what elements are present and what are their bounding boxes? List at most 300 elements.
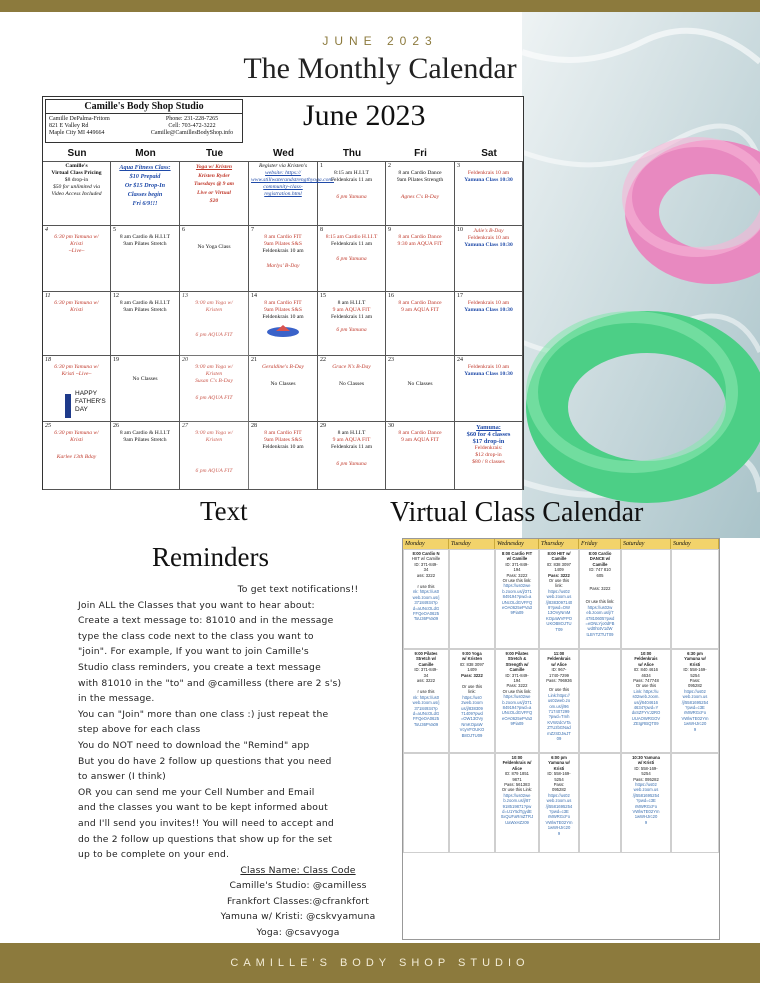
virtual-class-cell[interactable] <box>539 753 579 853</box>
class-line: Pass: 747748 <box>633 678 659 684</box>
day-number: 5 <box>113 227 116 233</box>
zoom-link[interactable]: wd0ht4V1dW <box>587 626 613 632</box>
cell-line: Yamuna Class 10:30 <box>464 307 513 313</box>
necktie-icon <box>65 394 71 418</box>
class-code: Yoga: @csavyoga <box>256 927 340 939</box>
calendar-month-title: June 2023 <box>303 99 426 132</box>
business-contact <box>144 116 240 137</box>
zoom-link[interactable]: KOpaWVFPO <box>545 615 573 621</box>
day-number: 28 <box>251 423 257 429</box>
cell-line: 8 am Cardio FIT <box>264 234 302 240</box>
cell-line: Fri 6/9!!! <box>132 200 158 207</box>
class-name: 8:00 Cardio N <box>412 551 440 556</box>
zoom-link[interactable]: 2web.zoom <box>461 700 483 706</box>
zoom-link[interactable]: tLBYTZTUT09 <box>586 631 614 637</box>
zoom-link[interactable]: b.zoom.us/j/371 <box>502 588 532 594</box>
virtual-class-cell[interactable] <box>403 649 449 753</box>
day-number: 15 <box>320 293 326 299</box>
cell-line: Kristen <box>205 307 223 313</box>
day-number: 19 <box>113 357 119 363</box>
zoom-link[interactable]: web.zoom.us <box>633 787 659 793</box>
class-line: 9871 <box>512 776 522 782</box>
cell-line: $17 drop-in <box>472 438 505 445</box>
class-line: Or use this <box>635 683 657 689</box>
cell-line: Susan C's B-Day <box>195 378 233 384</box>
zoom-link[interactable]: web.zoom.us/j <box>412 594 440 600</box>
reminder-line: type the class code next to the class you want to <box>78 630 314 642</box>
zoom-link[interactable]: B8OJTU09 <box>461 732 483 738</box>
cell-line: Feldenkrais 11 am <box>330 444 373 450</box>
class-line: ID: 371-849- <box>414 667 438 673</box>
zoom-link[interactable]: https://us02we <box>503 694 531 700</box>
zoom-link[interactable]: ?pwd=c3E <box>549 809 569 815</box>
zoom-link[interactable]: UNcOLdGVFFQ <box>501 710 533 716</box>
day-number: 25 <box>45 423 51 429</box>
zoom-link[interactable]: UaWxHZz09 <box>505 819 529 825</box>
zoom-link[interactable]: nk: https://us0 <box>412 589 440 595</box>
zoom-link[interactable]: om.us/j/96 <box>549 703 569 709</box>
day-header-tue: Tue <box>205 148 224 159</box>
calendar-grid <box>43 161 523 490</box>
class-line: 5254 <box>690 672 700 678</box>
class-line: ID: 371-849- <box>505 672 529 678</box>
class-name: Camille <box>551 556 567 562</box>
class-name: 10:00 <box>640 651 652 656</box>
cell-line: Grace N's B-Day <box>332 364 371 370</box>
zoom-link[interactable]: FFQeOA0625 <box>412 716 440 722</box>
cell-line: Video Access Included <box>51 191 102 197</box>
class-name: 8:00 Cardio FIT <box>501 551 533 556</box>
day-number: 24 <box>457 357 463 363</box>
day-number: 30 <box>388 423 394 429</box>
registration-link[interactable]: www.stillwaterandstrengthyoga.com/ <box>251 177 334 183</box>
zoom-link[interactable]: 09 <box>556 736 562 742</box>
virtual-class-cell-empty <box>449 549 495 649</box>
zoom-link[interactable]: 717407299 <box>548 709 570 715</box>
zoom-link[interactable]: 1wWHJrc20 <box>547 825 571 831</box>
day-number: 20 <box>182 357 188 363</box>
zoom-link[interactable]: /j/5581695254 <box>681 699 709 705</box>
virtual-class-cell[interactable] <box>671 649 719 753</box>
zoom-link[interactable]: web.zoom.us/j <box>412 700 440 706</box>
cell-line: No Classes <box>270 381 296 387</box>
class-name: Stretch & <box>507 656 527 662</box>
zoom-link[interactable]: Link: https://u <box>633 688 659 694</box>
calendar-cell <box>111 226 180 292</box>
cell-line: 8:15 am Cardio H.I.I.T <box>325 234 378 240</box>
virtual-class-cell-empty <box>403 753 449 853</box>
zoom-link[interactable]: eb.zoom.us/j/7 <box>586 610 614 616</box>
virtual-class-cell-empty <box>579 649 621 753</box>
zoom-link[interactable]: 849194?pwd=a <box>502 594 532 600</box>
cell-line: Geraldine's B-Day <box>261 364 305 370</box>
cell-line: Feldenkrais: <box>474 445 503 451</box>
class-line: 1409 <box>467 667 477 673</box>
virtual-class-cell[interactable] <box>539 549 579 649</box>
day-number: 2 <box>388 163 391 169</box>
cell-line: $20 <box>209 198 219 204</box>
zoom-link[interactable]: 9?pwd=OW <box>548 605 570 611</box>
reminder-line: OR you can send me your Cell Number and Email <box>78 786 315 798</box>
class-line: ID: 371-849- <box>414 561 438 567</box>
zoom-link[interactable]: /j/5581695254 <box>632 792 660 798</box>
virtual-class-cell[interactable] <box>621 649 671 753</box>
class-line: r use this <box>417 689 435 695</box>
day-number: 29 <box>320 423 326 429</box>
class-name: Kristi <box>689 661 701 667</box>
class-line: 1740-7299 <box>548 672 570 678</box>
cell-line: 9am Pilates Strength <box>396 177 444 183</box>
calendar-cell <box>455 356 523 422</box>
reminder-line: and I'll send you invites!! You will need to accept and <box>78 817 334 829</box>
zoom-link[interactable]: d=aUNcOLdG <box>412 605 440 611</box>
fathers-day-graphic <box>65 388 119 424</box>
calendar-cell <box>455 292 523 356</box>
class-code: Yamuna w/ Kristi: @cskvyamuna <box>220 911 376 923</box>
zoom-link[interactable]: https://us02 <box>548 792 570 798</box>
class-name: w/ Alice <box>638 661 654 667</box>
zoom-link[interactable]: 9Pia09 <box>510 610 524 616</box>
zoom-link[interactable]: 918519871?pw <box>502 803 532 809</box>
cell-line: 8 am Cardio Dance <box>398 300 442 306</box>
zoom-link[interactable]: UKOB8OJTU <box>546 621 572 627</box>
zoom-link[interactable]: d=aUNcOLdG <box>412 711 440 717</box>
zoom-link[interactable]: rMWRGcFo <box>634 803 658 809</box>
class-line: ID: 838 3097 <box>547 561 571 567</box>
zoom-link[interactable]: https://us02 <box>684 688 706 694</box>
cell-line: Feldenkrais 10 am <box>467 364 510 370</box>
cell-line: $60 for 4 classes <box>466 431 511 438</box>
day-header-wed: Wed <box>273 148 294 159</box>
calendar-cell <box>249 162 334 226</box>
virtual-calendar-title: Virtual Class Calendar <box>390 497 644 528</box>
registration-link[interactable]: website: https:// <box>265 170 301 176</box>
cell-line: Live or Virtual <box>197 189 231 196</box>
zoom-link[interactable]: VWlwTE02Ym <box>632 809 660 815</box>
zoom-link[interactable]: /j/5581695254 <box>545 803 573 809</box>
vc-day-wednesday: Wednesday <box>495 539 539 549</box>
class-line: ID: 967- <box>551 667 567 673</box>
address-line: Maple City MI 449664 <box>49 130 105 136</box>
zoom-link[interactable]: web.zoom.us <box>546 594 572 600</box>
zoom-link[interactable]: 71409?pwd <box>461 711 483 717</box>
class-name: 8:00 Cardio <box>588 551 612 556</box>
class-name: 10:30 Yamuna <box>632 755 660 760</box>
calendar-cell <box>318 162 386 226</box>
day-header-sun: Sun <box>67 148 87 159</box>
virtual-class-cell-empty <box>671 753 719 853</box>
calendar-cell <box>386 162 455 226</box>
day-number: 10 <box>457 227 463 233</box>
virtual-class-cell[interactable] <box>495 549 539 649</box>
zoom-link[interactable]: us02web.zo <box>547 698 571 704</box>
reminder-line: But you do have 2 follow up questions that you need <box>78 755 332 767</box>
cell-line: $50 for unlimited via <box>52 184 101 190</box>
zoom-link[interactable]: ZTUzbGNad <box>547 725 571 731</box>
day-header-fri: Fri <box>414 148 427 159</box>
virtual-class-cell[interactable] <box>579 549 621 649</box>
zoom-link[interactable]: 13OVyNmM <box>547 610 571 616</box>
class-name: 9:00 Pilates <box>414 651 438 656</box>
phone: Phone: 231-228-7265 <box>165 116 219 122</box>
reminder-line: to answer (I think) <box>78 771 166 783</box>
class-line: HIIT w/ Camille <box>411 556 441 562</box>
day-number: 7 <box>251 227 254 233</box>
cell-line: 6:30 pm Yamuna w/ <box>54 300 99 306</box>
class-line: 605 <box>596 572 604 578</box>
zoom-link[interactable]: 47810605?pwd <box>585 615 615 621</box>
zoom-link[interactable]: https://us02we <box>503 792 531 798</box>
class-name: Strength w/ <box>505 661 529 667</box>
top-bar <box>0 0 760 12</box>
zoom-link[interactable]: ?pwd=Tmh <box>548 714 570 720</box>
class-name: 9:00 Pilates <box>505 651 529 656</box>
zoom-link[interactable]: 1wWHJrc20 <box>634 814 658 820</box>
address-line: Camille DePalma-Fritom <box>49 116 110 122</box>
monthly-calendar <box>42 96 524 490</box>
class-line: 34 <box>423 672 429 678</box>
calendar-cell <box>43 162 111 226</box>
cell-line: 6 pm Yamuna <box>336 327 367 333</box>
virtual-class-cell[interactable] <box>403 549 449 649</box>
zoom-link[interactable]: KVWzdcVTa <box>547 719 571 725</box>
virtual-class-cell[interactable] <box>621 753 671 853</box>
reminder-line: You can "Join" more than one class :) just repeat the <box>78 708 329 720</box>
cell-line: Yamuna Class 10:30 <box>464 177 513 183</box>
zoom-link[interactable]: VWlwTE02Ym <box>545 819 573 825</box>
vc-day-tuesday: Tuesday <box>449 539 495 549</box>
class-line: Or use this Link: <box>501 787 533 793</box>
calendar-cell <box>318 422 386 490</box>
zoom-link[interactable]: https://us02we <box>503 583 531 589</box>
class-name: Camille <box>418 661 434 667</box>
calendar-cell <box>43 292 111 356</box>
class-codes-heading: Class Name: Class Code <box>240 864 356 876</box>
reminder-line: up to be complete on your end. <box>78 849 230 861</box>
zoom-link[interactable]: VcyVFOUKO <box>459 727 485 733</box>
calendar-cell <box>249 292 318 356</box>
cell-line: Feldenkrais 10 am <box>467 300 510 306</box>
reminder-line: Join ALL the Classes that you want to hear about: <box>78 599 315 611</box>
cell-line: Tuesdays @ 9 am <box>193 181 235 187</box>
class-line: ID: 840 4616 <box>634 667 658 673</box>
class-name: 6:00 pm <box>551 755 567 760</box>
zoom-link[interactable]: nk: https://us0 <box>412 694 440 700</box>
cell-line: Yamuna Class 10:30 <box>464 242 513 248</box>
calendar-cell <box>455 162 523 226</box>
zoom-link[interactable]: eOA0625ePVa3 <box>502 715 532 721</box>
business-address <box>49 116 129 137</box>
month-label: JUNE 2023 <box>322 34 438 48</box>
zoom-link[interactable]: NmKOpaW <box>461 721 483 727</box>
zoom-link[interactable]: web.zoom.us <box>546 798 572 804</box>
zoom-link[interactable]: 37184934?p <box>414 600 438 606</box>
class-line: 194 <box>513 567 521 573</box>
zoom-link[interactable]: rMWRGcFo <box>683 710 707 716</box>
cell-line: Agnes C's B-Day <box>400 194 440 200</box>
zoom-link[interactable]: dxSZFYVJ2RO <box>631 710 661 716</box>
class-line: r use this <box>417 584 435 590</box>
zoom-link[interactable]: us/j/8404616 <box>634 699 658 705</box>
reminder-line: Studio class reminders, you create a text message <box>78 661 321 673</box>
cell-line: 9 am AQUA FIT <box>401 437 439 443</box>
father-boat-icon <box>266 324 300 338</box>
cell-line: 9:00 am Yoga w/ <box>195 430 233 436</box>
reminder-line: do the 2 follow up questions that show up for the set <box>78 833 333 845</box>
zoom-link[interactable]: 9Pia09 <box>510 721 524 727</box>
zoom-link[interactable]: UNcOLdGVFFQ <box>501 599 533 605</box>
cell-line: 6:30 pm Yamuna w/ <box>54 430 99 436</box>
zoom-link[interactable]: web.zoom.us <box>682 694 708 700</box>
cell-line: 9am Pilates S&S <box>264 307 302 313</box>
cell-line: 9:30 am AQUA FIT <box>397 241 443 247</box>
calendar-cell <box>249 226 318 292</box>
zoom-link[interactable]: eOA0625ePVa3 <box>502 605 532 611</box>
vc-day-thursday: Thursday <box>539 539 579 549</box>
virtual-class-cell[interactable] <box>495 753 539 853</box>
class-line: ID: 879 1851 <box>505 771 529 777</box>
zoom-link[interactable]: 37184934?p <box>414 705 438 711</box>
zoom-link[interactable]: s02web.zoom. <box>632 694 660 700</box>
class-name: Kristi <box>553 765 565 771</box>
cell-line: Or $15 Drop-In <box>124 182 166 189</box>
virtual-class-calendar <box>402 538 720 940</box>
calendar-cell <box>249 356 318 422</box>
zoom-link[interactable]: /j/8383097140 <box>545 599 573 605</box>
class-line: ID: 558-169- <box>683 667 707 673</box>
class-name: Stretch w/ <box>415 656 436 662</box>
class-name: 6:30 pm <box>687 651 703 656</box>
zoom-link[interactable]: ?pwd=c3E <box>636 798 656 804</box>
zoom-link[interactable]: d=U1Y5dTgydE <box>502 809 532 815</box>
class-line: 1409 <box>554 567 564 573</box>
class-line: ass: 3222 <box>416 678 436 684</box>
zoom-link[interactable]: 1wWHJrc20 <box>683 721 707 727</box>
calendar-cell <box>180 292 249 356</box>
cell-line: 6 pm Yamuna <box>336 194 367 200</box>
vc-day-monday: Monday <box>403 539 449 549</box>
cell-line: Karlee 13th Bday <box>56 454 97 460</box>
cell-line: ~Live~ <box>68 248 85 254</box>
virtual-class-cell[interactable] <box>539 649 579 753</box>
cell-line: $10 Prepaid <box>129 173 161 180</box>
cell-line: 6 pm AQUA FIT <box>195 395 233 401</box>
class-name: Yamuna w/ <box>684 656 706 662</box>
cell-line: No Classes <box>407 381 433 387</box>
cell-line: 9am Pilates Stretch <box>123 437 167 443</box>
day-number: 6 <box>182 227 185 233</box>
day-number: 14 <box>251 293 257 299</box>
zoom-link[interactable]: https://us02 <box>635 782 657 788</box>
zoom-link[interactable]: 0xQUFaRmZTRJ <box>500 814 534 820</box>
zoom-link[interactable]: https://us02w <box>587 604 613 610</box>
class-name: 11:00 <box>553 651 565 656</box>
cell-line: 6 pm AQUA FIT <box>195 332 233 338</box>
zoom-link[interactable]: Link:https:// <box>548 692 570 698</box>
cell-line: Aqua Fitness Class: <box>119 164 171 171</box>
address-line: 821 E Valley Rd <box>49 123 89 129</box>
class-name: w/ Alice <box>551 661 567 667</box>
vc-day-sunday: Sunday <box>671 539 719 549</box>
day-number: 18 <box>45 357 51 363</box>
zoom-link[interactable]: us/j/838309 <box>461 705 483 711</box>
class-line: Pass: <box>553 782 565 788</box>
virtual-class-cell[interactable] <box>495 649 539 753</box>
fathers-day-text: FATHER'S <box>75 398 106 405</box>
zoom-link[interactable]: FFQeOA0625 <box>412 611 440 617</box>
cell-line: 6 pm Yamuna <box>336 256 367 262</box>
zoom-link[interactable]: ToU36PVa09 <box>413 616 439 622</box>
zoom-link[interactable]: 9 <box>557 830 561 836</box>
zoom-link[interactable]: https://us02 <box>548 588 570 594</box>
cell-line: 9:00 am Yoga w/ <box>195 300 233 306</box>
calendar-cell <box>111 356 180 422</box>
fathers-day-text: HAPPY <box>75 390 98 397</box>
cell-line: 8 am H.I.I.T <box>337 430 366 436</box>
zoom-link[interactable]: b.zoom.us/j/87 <box>503 798 531 804</box>
class-name: 8:00 HIIT w/ <box>547 551 571 556</box>
cell-line: Feldenkrais 11 am <box>330 314 373 320</box>
virtual-class-cell[interactable] <box>449 649 495 753</box>
class-line: Pass: 3222 <box>506 572 528 578</box>
cell-line: 8 am Cardio & H.I.I.T <box>119 234 171 240</box>
virtual-class-cell-empty <box>671 549 719 649</box>
zoom-link[interactable]: 9 <box>693 726 697 732</box>
zoom-link[interactable]: T09 <box>555 626 563 632</box>
class-line: ID: 371-849- <box>505 561 529 567</box>
registration-link[interactable]: community-class- <box>263 184 303 190</box>
zoom-link[interactable]: UUAOWRGOV <box>631 715 661 721</box>
class-name: Camille <box>592 561 608 567</box>
zoom-link[interactable]: b.zoom.us/j/371 <box>502 699 532 705</box>
zoom-link[interactable]: https://us0 <box>462 694 482 700</box>
cell-line: Feldenkrais 11 am <box>330 241 373 247</box>
zoom-link[interactable]: ToU36PVa09 <box>413 721 439 727</box>
zoom-link[interactable]: ZEIgRBQT09 <box>633 721 659 727</box>
cell-line: Kristen <box>205 371 223 377</box>
zoom-link[interactable]: =OW13OVy <box>460 716 484 722</box>
cell-line: $8 drop-in <box>64 177 89 183</box>
zoom-link[interactable]: mZzSDJwJT <box>547 730 571 736</box>
cell-line: 6 pm Yamuna <box>336 461 367 467</box>
zoom-link[interactable]: 4634?pwd=Y <box>633 705 659 711</box>
cell-line: Kristen Ryder <box>198 172 230 179</box>
cell-line: 9:00 am Yoga w/ <box>195 364 233 370</box>
day-number: 16 <box>388 293 394 299</box>
class-line: Or use this <box>548 578 570 584</box>
day-number: 8 <box>320 227 323 233</box>
reminder-line: and the classes you want to be kept informed about <box>78 802 328 814</box>
vc-day-saturday: Saturday <box>621 539 671 549</box>
zoom-link[interactable]: rMWRGcFo <box>547 814 571 820</box>
virtual-class-cell-empty <box>621 549 671 649</box>
zoom-link[interactable]: 849194?pwd=a <box>502 705 532 711</box>
zoom-link[interactable]: =eDNLYjo0dFB <box>585 621 615 627</box>
zoom-link[interactable]: ?pwd=c3E <box>685 705 705 711</box>
class-line: link: <box>468 689 476 695</box>
cell-line: 8 am Cardio & H.I.I.T <box>119 300 171 306</box>
pool-floats-image <box>522 12 760 538</box>
business-info-box <box>45 99 243 143</box>
class-line: Or use this link: <box>502 688 532 694</box>
class-line: Or use this link: <box>502 578 532 584</box>
zoom-link[interactable]: VWlwTE02Ym <box>681 715 709 721</box>
class-line: ID: 747 810 <box>589 567 611 573</box>
registration-link[interactable]: registration.html <box>264 191 302 197</box>
business-name: Camille's Body Shop Studio <box>46 100 242 114</box>
class-line: Pass: 3222 <box>589 586 611 592</box>
zoom-link[interactable]: 9 <box>644 819 648 825</box>
